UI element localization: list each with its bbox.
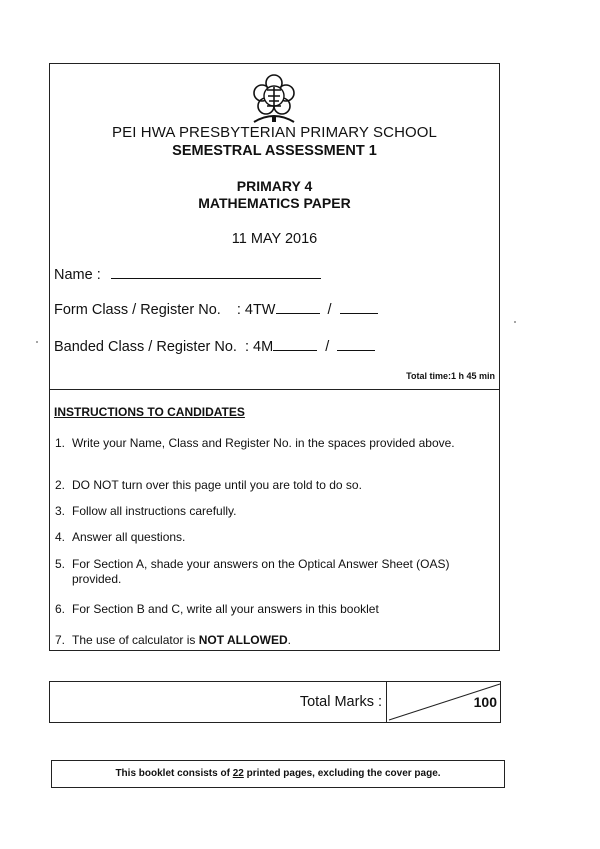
level-title: PRIMARY 4	[236, 178, 313, 194]
instruction-item	[55, 557, 495, 587]
scan-speck	[36, 341, 38, 343]
form-register-input-line[interactable]	[340, 301, 378, 314]
instruction-item	[55, 530, 495, 545]
header-section	[50, 64, 499, 390]
instruction-text	[72, 633, 495, 648]
form-class-slash: /	[327, 302, 332, 318]
name-field-row	[54, 266, 321, 283]
instruction-number: 1.	[55, 436, 66, 450]
total-marks-label: Total Marks :	[299, 694, 382, 710]
instruction-text: Follow all instructions carefully.	[72, 504, 237, 518]
marks-total-value: 100	[473, 694, 497, 710]
banded-class-slash: /	[325, 339, 330, 355]
school-crest-icon	[246, 70, 302, 126]
marks-score-cell[interactable]	[386, 682, 502, 722]
name-label: Name :	[54, 267, 101, 283]
instruction-item	[55, 436, 495, 451]
banded-class-value: : 4M	[244, 339, 274, 355]
page-count-after: printed pages, excluding the cover page.	[243, 768, 441, 779]
instruction-number: 5.	[55, 557, 66, 571]
instruction-item	[55, 633, 495, 648]
school-name: PEI HWA PRESBYTERIAN PRIMARY SCHOOL	[112, 124, 437, 141]
instruction-text: Answer all questions.	[72, 530, 186, 544]
instruction-number: 4.	[55, 530, 66, 544]
instruction-item	[55, 504, 495, 519]
instruction-text-part: The use of calculator is	[72, 633, 199, 647]
instruction-number: 2.	[55, 478, 66, 492]
page-count-note	[51, 760, 505, 788]
instruction-text: Write your Name, Class and Register No. in the spaces provided above.	[72, 436, 455, 450]
instruction-number: 6.	[55, 602, 66, 616]
total-time: Total time:1 h 45 min	[406, 371, 495, 381]
banded-class-row	[54, 338, 375, 355]
instructions-title: INSTRUCTIONS TO CANDIDATES	[54, 405, 245, 419]
instruction-text-tail: .	[287, 633, 291, 647]
instruction-item	[55, 602, 495, 617]
instruction-text: DO NOT turn over this page until you are told to do so.	[72, 478, 362, 492]
exam-date: 11 MAY 2016	[231, 231, 318, 247]
banded-class-input-line[interactable]	[273, 338, 317, 351]
banded-register-input-line[interactable]	[337, 338, 375, 351]
instruction-number: 3.	[55, 504, 66, 518]
paper-title: MATHEMATICS PAPER	[198, 195, 351, 211]
instruction-text: For Section A, shade your answers on the Optical Answer Sheet (OAS) provided.	[72, 557, 450, 586]
instruction-text: For Section B and C, write all your answers in this booklet	[72, 602, 379, 616]
instruction-emphasis: NOT ALLOWED	[198, 633, 288, 647]
scan-speck	[514, 321, 516, 323]
form-class-value: : 4TW	[236, 302, 276, 318]
form-class-input-line[interactable]	[276, 301, 320, 314]
instruction-item	[55, 478, 495, 493]
assessment-title: SEMESTRAL ASSESSMENT 1	[172, 143, 377, 159]
name-input-line[interactable]	[111, 266, 321, 279]
page-count-number: 22	[232, 768, 244, 779]
page-count-before: This booklet consists of	[115, 768, 233, 779]
form-class-label: Form Class / Register No.	[54, 302, 221, 318]
instruction-number: 7.	[55, 633, 66, 647]
banded-class-label: Banded Class / Register No.	[54, 339, 237, 355]
form-class-row	[54, 301, 378, 318]
total-marks-box	[49, 681, 501, 723]
cover-frame	[49, 63, 500, 651]
